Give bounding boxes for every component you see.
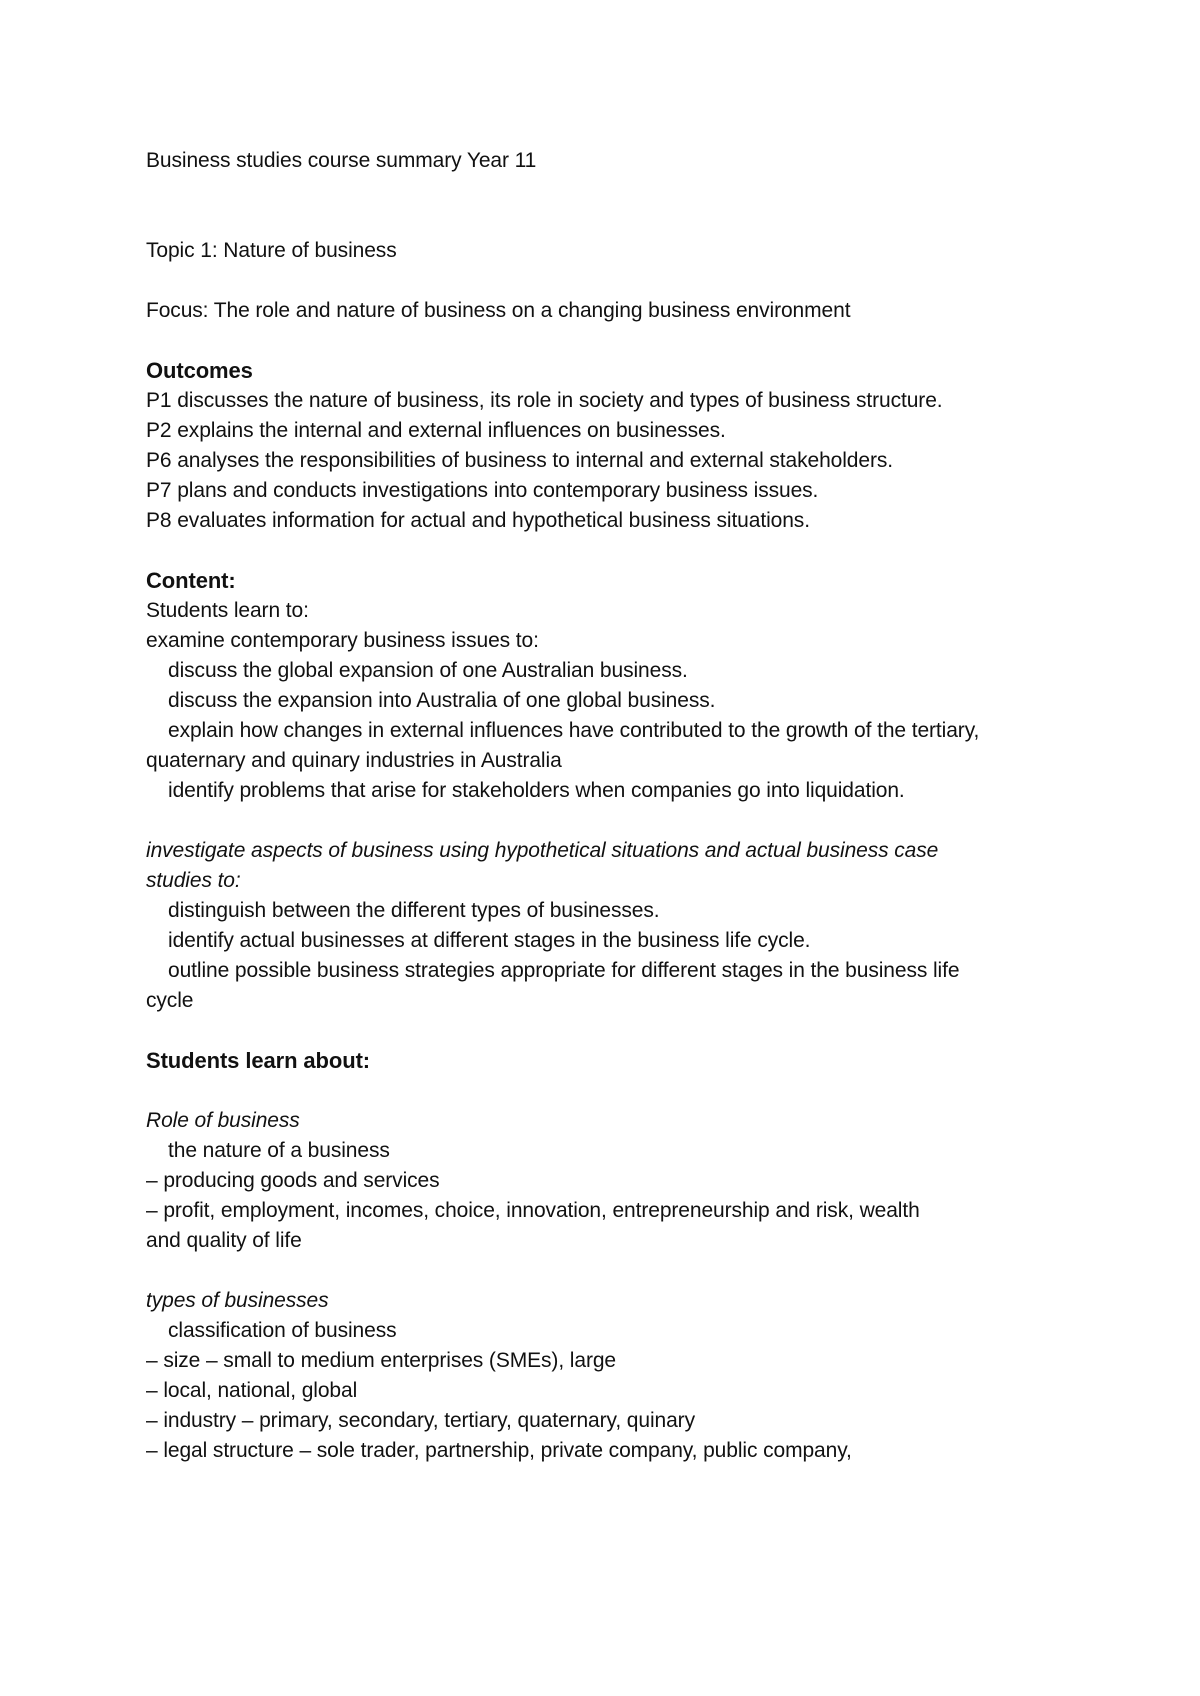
learn-about-heading: Students learn about: xyxy=(146,1048,371,1073)
bullet-text: identify problems that arise for stakeholders when companies go into liquidation. xyxy=(168,779,905,802)
bullet-text: discuss the global expansion of one Australian business. xyxy=(168,659,688,682)
content-bullet xyxy=(146,926,1106,956)
spacer xyxy=(146,326,1106,356)
outcome-item: P6 analyses the responsibilities of business to internal and external stakeholders. xyxy=(146,449,893,472)
bullet-text: discuss the expansion into Australia of one global business. xyxy=(168,689,716,712)
role-bullet xyxy=(146,1136,1106,1166)
focus-line: Focus: The role and nature of business on a changing business environment xyxy=(146,299,851,322)
outcomes-heading: Outcomes xyxy=(146,358,253,383)
content-bullet xyxy=(146,686,1106,716)
spacer xyxy=(146,176,1106,236)
types-heading: types of businesses xyxy=(146,1289,329,1312)
content-intro: Students learn to: xyxy=(146,599,309,622)
investigate-line: studies to: xyxy=(146,869,241,892)
spacer xyxy=(146,1016,1106,1046)
role-heading: Role of business xyxy=(146,1109,300,1132)
role-item: – profit, employment, incomes, choice, innovation, entrepreneurship and risk, wealth xyxy=(146,1199,920,1222)
content-intro: examine contemporary business issues to: xyxy=(146,629,539,652)
bullet-text: explain how changes in external influences have contributed to the growth of the tertiary, xyxy=(168,719,980,742)
types-item: – size – small to medium enterprises (SMEs), large xyxy=(146,1349,616,1372)
spacer xyxy=(146,536,1106,566)
bullet-text: identify actual businesses at different stages in the business life cycle. xyxy=(168,929,811,952)
types-bullet xyxy=(146,1316,1106,1346)
types-item: – industry – primary, secondary, tertiary, quaternary, quinary xyxy=(146,1409,695,1432)
role-item: – producing goods and services xyxy=(146,1169,440,1192)
content-bullet xyxy=(146,716,1106,746)
spacer xyxy=(146,1076,1106,1106)
types-item: – local, national, global xyxy=(146,1379,358,1402)
topic-line: Topic 1: Nature of business xyxy=(146,239,397,262)
content-bullet xyxy=(146,776,1106,806)
bullet-text: outline possible business strategies appropriate for different stages in the business life xyxy=(168,959,960,982)
role-continuation: and quality of life xyxy=(146,1229,302,1252)
spacer xyxy=(146,1256,1106,1286)
outcome-item: P7 plans and conducts investigations into contemporary business issues. xyxy=(146,479,819,502)
content-heading: Content: xyxy=(146,568,236,593)
outcome-item: P1 discusses the nature of business, its role in society and types of business structure. xyxy=(146,389,943,412)
bullet-continuation: cycle xyxy=(146,989,194,1012)
document-content xyxy=(146,146,1106,1466)
outcome-item: P8 evaluates information for actual and hypothetical business situations. xyxy=(146,509,810,532)
bullet-continuation: quaternary and quinary industries in Australia xyxy=(146,749,562,772)
investigate-line: investigate aspects of business using hypothetical situations and actual business case xyxy=(146,839,939,862)
document-title: Business studies course summary Year 11 xyxy=(146,149,537,172)
bullet-text: classification of business xyxy=(168,1319,397,1342)
bullet-text: the nature of a business xyxy=(168,1139,390,1162)
bullet-text: distinguish between the different types of businesses. xyxy=(168,899,660,922)
spacer xyxy=(146,266,1106,296)
content-bullet xyxy=(146,656,1106,686)
spacer xyxy=(146,806,1106,836)
content-bullet xyxy=(146,956,1106,986)
types-item: – legal structure – sole trader, partnership, private company, public company, xyxy=(146,1439,852,1462)
content-bullet xyxy=(146,896,1106,926)
outcome-item: P2 explains the internal and external influences on businesses. xyxy=(146,419,726,442)
